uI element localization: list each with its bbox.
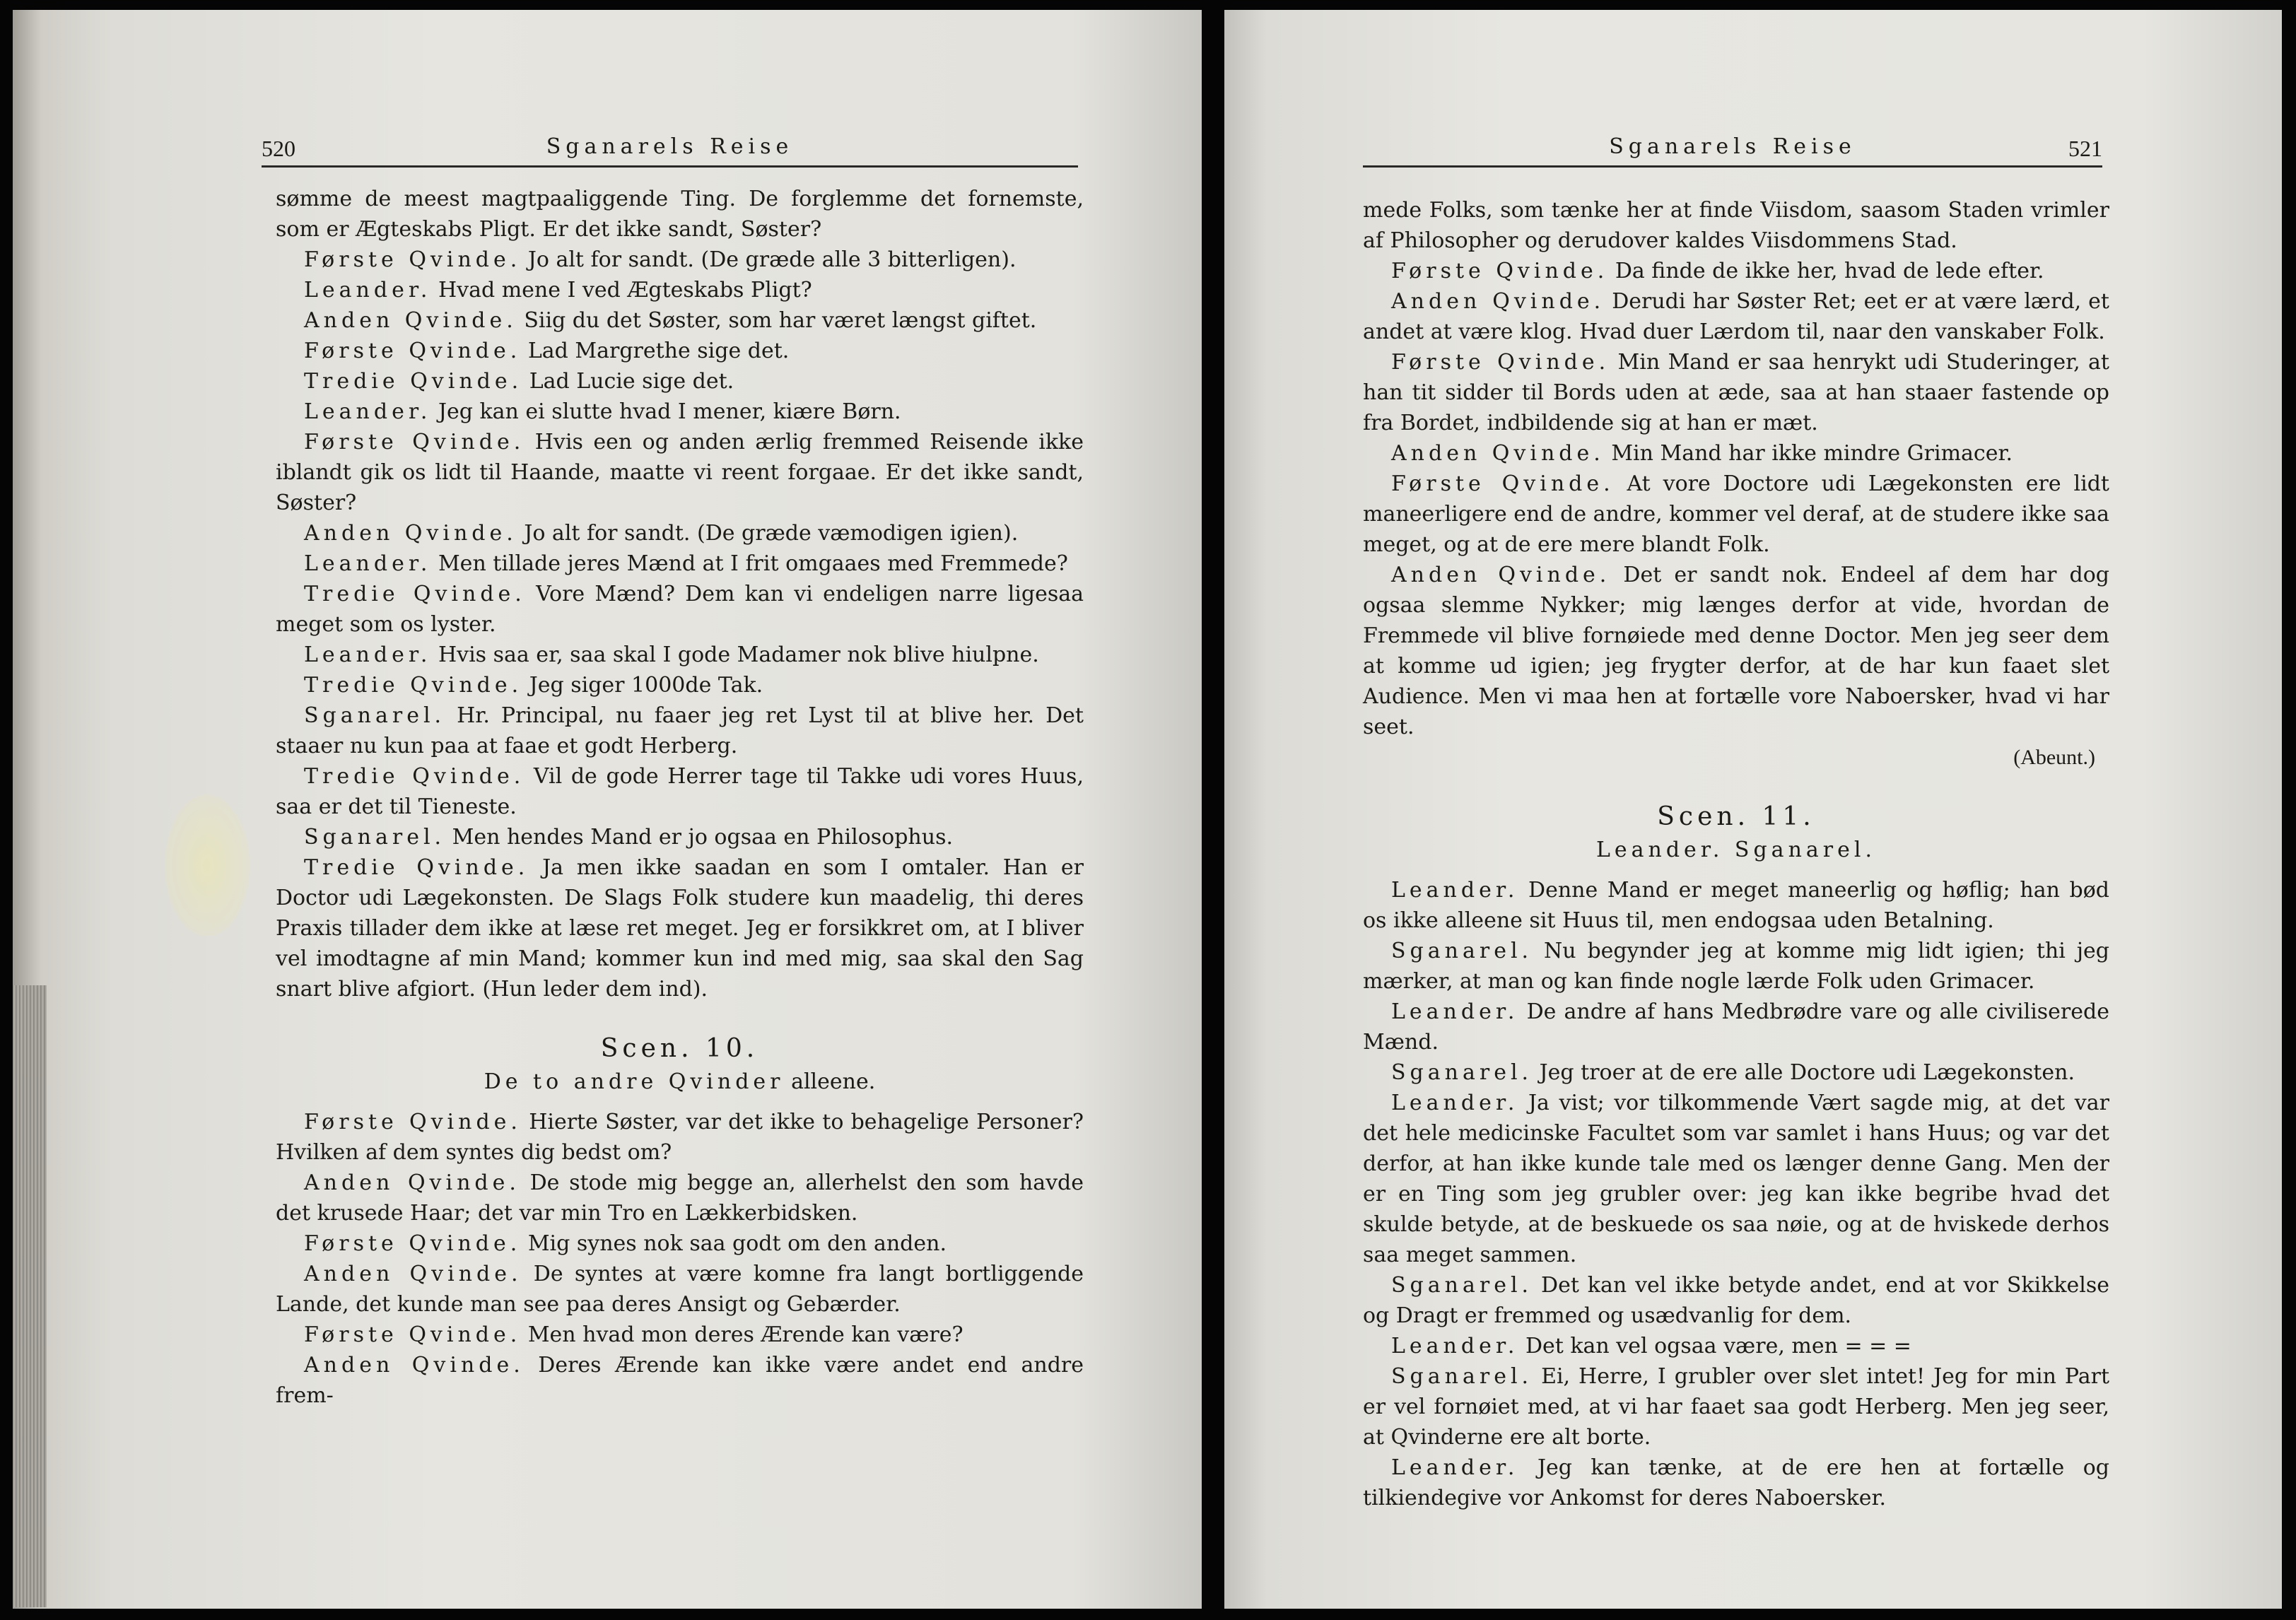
scene-title: Scen. 10. bbox=[600, 1034, 759, 1063]
dialogue-text: Hvis een og anden ærlig fremmed Reisende ikke iblandt gik os lidt til Haande, maatte vi reent forgaae. Er det ikke sandt, Søster? bbox=[276, 430, 1084, 515]
page-edges bbox=[13, 985, 47, 1607]
dialogue-line bbox=[276, 1228, 1084, 1259]
dialogue-text: Det er sandt nok. Endeel af dem har dog ogsaa slemme Nykker; mig længes derfor at vide, hvordan de Fremmede vil blive fornøiede med denne Doctor. Men jeg seer dem at komme ud igien; jeg frygter derfor, at de har kun faaet slet Audience. Men vi maa hen at fortælle vore Naboersker, hvad vi har seet. bbox=[1363, 563, 2109, 739]
speaker-name: Tredie Qvinde. bbox=[304, 369, 523, 394]
speaker-name: Anden Qvinde. bbox=[1391, 289, 1605, 314]
left-dialogue-block-2 bbox=[276, 1107, 1084, 1411]
dialogue-text: Jo alt for sandt. (De græde alle 3 bitterligen). bbox=[527, 247, 1017, 272]
dialogue-line bbox=[276, 761, 1084, 822]
speaker-name: Anden Qvinde. bbox=[304, 1353, 525, 1378]
scene-subtitle bbox=[276, 1067, 1084, 1097]
dialogue-text: Men hendes Mand er jo ogsaa en Philosophus. bbox=[452, 825, 954, 850]
speaker-name: Leander. bbox=[304, 399, 432, 424]
dialogue-line bbox=[1363, 997, 2109, 1057]
dialogue-line bbox=[276, 1350, 1084, 1411]
speaker-name: Første Qvinde. bbox=[304, 339, 522, 363]
scene-characters: Leander. Sganarel. bbox=[1595, 838, 1877, 862]
dialogue-line bbox=[276, 1107, 1084, 1168]
speaker-name: Sganarel. bbox=[304, 825, 446, 850]
dialogue-text: Deres Ærende kan ikke være andet end andre frem- bbox=[276, 1353, 1084, 1408]
dialogue-text: Denne Mand er meget maneerlig og høflig; han bød os ikke alleene sit Huus til, men endogsaa uden Betalning. bbox=[1363, 878, 2109, 933]
dialogue-line bbox=[1363, 560, 2109, 742]
speaker-name: Første Qvinde. bbox=[1391, 471, 1615, 496]
right-dialogue-block-2 bbox=[1363, 875, 2109, 1513]
speaker-name: Sganarel. bbox=[1391, 1273, 1533, 1298]
dialogue-text: Jeg siger 1000de Tak. bbox=[529, 673, 763, 698]
dialogue-text: Lad Lucie sige det. bbox=[529, 369, 734, 394]
speaker-name: Tredie Qvinde. bbox=[304, 673, 523, 698]
speaker-name: Sganarel. bbox=[304, 703, 446, 728]
speaker-name: Sganarel. bbox=[1391, 939, 1533, 963]
speaker-name: Tredie Qvinde. bbox=[304, 764, 525, 789]
dialogue-text: mede Folks, som tænke her at finde Viisdom, saasom Staden vrimler af Philosopher og derudover kaldes Viisdommens Stad. bbox=[1363, 198, 2109, 253]
left-running-header bbox=[262, 130, 1078, 168]
speaker-name: Første Qvinde. bbox=[304, 1322, 522, 1347]
dialogue-line bbox=[276, 852, 1084, 1004]
dialogue-text: Min Mand har ikke mindre Grimacer. bbox=[1611, 441, 2013, 466]
speaker-name: Første Qvinde. bbox=[304, 1231, 522, 1256]
speaker-name: Tredie Qvinde. bbox=[304, 582, 526, 606]
speaker-name: Anden Qvinde. bbox=[1391, 441, 1605, 466]
dialogue-line bbox=[276, 670, 1084, 700]
speaker-name: Leander. bbox=[1391, 1091, 1519, 1115]
dialogue-line bbox=[276, 700, 1084, 761]
page-number: 521 bbox=[2068, 136, 2102, 161]
dialogue-text: Jeg kan ei slutte hvad I mener, kiære Børn. bbox=[438, 399, 901, 424]
dialogue-line bbox=[276, 1168, 1084, 1228]
speaker-name: Anden Qvinde. bbox=[304, 1170, 520, 1195]
dialogue-text: Ei, Herre, I grubler over slet intet! Jeg for min Part er vel fornøiet med, at vi har faaet saa godt Herberg. Men jeg seer, at Qvinderne ere alt borte. bbox=[1363, 1364, 2109, 1450]
dialogue-text: Mig synes nok saa godt om den anden. bbox=[527, 1231, 947, 1256]
dialogue-text: Min Mand er saa henrykt udi Studeringer, at han tit sidder til Bords uden at æde, saa at han staaer fastende op fra Bordet, indbildende sig at han er mæt. bbox=[1363, 350, 2109, 435]
dialogue-line bbox=[1363, 875, 2109, 936]
speaker-name: Leander. bbox=[1391, 999, 1519, 1024]
right-dialogue-block bbox=[1363, 195, 2109, 742]
speaker-name: Tredie Qvinde. bbox=[304, 855, 529, 880]
dialogue-line bbox=[1363, 936, 2109, 997]
running-title: Sganarels Reise bbox=[546, 134, 794, 159]
dialogue-line bbox=[1363, 286, 2109, 347]
dialogue-text: Jeg kan tænke, at de ere hen at fortælle og tilkiendegive vor Ankomst for deres Naboersker. bbox=[1363, 1455, 2109, 1510]
dialogue-line bbox=[276, 548, 1084, 579]
dialogue-line bbox=[276, 640, 1084, 670]
dialogue-line bbox=[276, 366, 1084, 397]
dialogue-line bbox=[1363, 256, 2109, 286]
scene-subtitle-rest: alleene. bbox=[791, 1069, 876, 1094]
speaker-name: Første Qvinde. bbox=[1391, 350, 1610, 375]
dialogue-line bbox=[276, 336, 1084, 366]
speaker-name: Leander. bbox=[1391, 1334, 1519, 1358]
right-page bbox=[1224, 10, 2282, 1609]
dialogue-text: Siig du det Søster, som har været længst giftet. bbox=[524, 308, 1037, 333]
dialogue-text: Derudi har Søster Ret; eet er at være lærd, et andet at være klog. Hvad duer Lærdom til, naar den vanskaber Folk. bbox=[1363, 289, 2109, 344]
dialogue-line bbox=[1363, 1361, 2109, 1452]
dialogue-text: Da finde de ikke her, hvad de lede efter. bbox=[1615, 259, 2044, 283]
dialogue-line bbox=[1363, 1057, 2109, 1088]
dialogue-line bbox=[1363, 1331, 2109, 1361]
scene-title: Scen. 11. bbox=[1657, 802, 1815, 831]
dialogue-line bbox=[1363, 1088, 2109, 1270]
speaker-name: Første Qvinde. bbox=[304, 430, 525, 454]
dialogue-text: sømme de meest magtpaaliggende Ting. De forglemme det fornemste, som er Ægteskabs Pligt. Er det ikke sandt, Søster? bbox=[276, 187, 1084, 242]
dialogue-text: Men hvad mon deres Ærende kan være? bbox=[527, 1322, 964, 1347]
dialogue-line bbox=[1363, 195, 2109, 256]
dialogue-text: Det kan vel ikke betyde andet, end at vor Skikkelse og Dragt er fremmed og usædvanlig for dem. bbox=[1363, 1273, 2109, 1328]
dialogue-line bbox=[1363, 1270, 2109, 1331]
speaker-name: Anden Qvinde. bbox=[304, 521, 517, 546]
dialogue-line bbox=[276, 1259, 1084, 1320]
dialogue-text: Lad Margrethe sige det. bbox=[527, 339, 790, 363]
speaker-name: Første Qvinde. bbox=[304, 1110, 522, 1134]
dialogue-line bbox=[276, 822, 1084, 852]
dialogue-text: Men tillade jeres Mænd at I frit omgaaes med Fremmede? bbox=[438, 551, 1068, 576]
dialogue-text: De syntes at være komne fra langt bortliggende Lande, det kunde man see paa deres Ansigt og Gebærder. bbox=[276, 1262, 1084, 1317]
paper-stain bbox=[165, 794, 250, 936]
page-number: 520 bbox=[262, 136, 295, 161]
dialogue-text: Det kan vel ogsaa være, men = = = bbox=[1525, 1334, 1911, 1358]
dialogue-text: De stode mig begge an, allerhelst den som havde det krusede Haar; det var min Tro en Lækkerbidsken. bbox=[276, 1170, 1084, 1226]
dialogue-text: Vore Mænd? Dem kan vi endeligen narre ligesaa meget som os lyster. bbox=[276, 582, 1084, 637]
speaker-name: Leander. bbox=[304, 278, 432, 303]
dialogue-line bbox=[276, 427, 1084, 518]
dialogue-text: Jeg troer at de ere alle Doctore udi Lægekonsten. bbox=[1539, 1060, 2075, 1085]
dialogue-text: Hr. Principal, nu faaer jeg ret Lyst til at blive her. Det staaer nu kun paa at faae et godt Herberg. bbox=[276, 703, 1084, 758]
dialogue-text: Hvis saa er, saa skal I gode Madamer nok blive hiulpne. bbox=[438, 642, 1039, 667]
speaker-name: Første Qvinde. bbox=[304, 247, 522, 272]
stage-direction: (Abeunt.) bbox=[2013, 746, 2095, 769]
dialogue-line bbox=[276, 579, 1084, 640]
dialogue-text: Jo alt for sandt. (De græde væmodigen igien). bbox=[524, 521, 1019, 546]
running-title: Sganarels Reise bbox=[1609, 134, 1856, 159]
dialogue-line bbox=[276, 245, 1084, 275]
dialogue-line bbox=[276, 518, 1084, 548]
dialogue-line bbox=[1363, 1452, 2109, 1513]
scene-characters: De to andre Qvinder bbox=[484, 1069, 785, 1094]
speaker-name: Anden Qvinde. bbox=[304, 308, 517, 333]
scene-subtitle bbox=[1363, 835, 2109, 865]
dialogue-text: Vil de gode Herrer tage til Takke udi vores Huus, saa er det til Tieneste. bbox=[276, 764, 1084, 819]
dialogue-line bbox=[276, 305, 1084, 336]
dialogue-line bbox=[1363, 438, 2109, 469]
speaker-name: Første Qvinde. bbox=[1391, 259, 1609, 283]
dialogue-text: Hvad mene I ved Ægteskabs Pligt? bbox=[438, 278, 812, 303]
dialogue-text: Ja vist; vor tilkommende Vært sagde mig, at det var det hele medicinske Facultet som var samlet i hans Huus; og var det derfor, at han ikke kunde tale med os længer denne Gang. Men der er en Ting som jeg grubler over: jeg kan ikke begribe hvad det skulde betyde, at de beskuede os saa nøie, og at de hviskede derhos saa meget sammen. bbox=[1363, 1091, 2109, 1267]
dialogue-line bbox=[276, 1320, 1084, 1350]
dialogue-line bbox=[276, 397, 1084, 427]
speaker-name: Anden Qvinde. bbox=[304, 1262, 522, 1286]
speaker-name: Leander. bbox=[1391, 878, 1519, 903]
dialogue-text: Hierte Søster, var det ikke to behagelige Personer? Hvilken af dem syntes dig bedst om? bbox=[276, 1110, 1084, 1165]
dialogue-text: At vore Doctore udi Lægekonsten ere lidt maneerligere end de andre, kommer vel deraf, at de studere ikke saa meget, og at de ere mere blandt Folk. bbox=[1363, 471, 2109, 557]
speaker-name: Leander. bbox=[304, 551, 432, 576]
left-page bbox=[13, 10, 1202, 1609]
left-body-text bbox=[276, 184, 1084, 1411]
dialogue-line bbox=[276, 275, 1084, 305]
left-dialogue-block bbox=[276, 184, 1084, 1004]
speaker-name: Sganarel. bbox=[1391, 1060, 1533, 1085]
speaker-name: Leander. bbox=[1391, 1455, 1519, 1480]
speaker-name: Leander. bbox=[304, 642, 432, 667]
speaker-name: Anden Qvinde. bbox=[1391, 563, 1611, 587]
dialogue-text: Nu begynder jeg at komme mig lidt igien; thi jeg mærker, at man og kan finde nogle lærde Folk uden Grimacer. bbox=[1363, 939, 2109, 994]
dialogue-line bbox=[1363, 347, 2109, 438]
dialogue-line bbox=[276, 184, 1084, 245]
speaker-name: Sganarel. bbox=[1391, 1364, 1533, 1389]
dialogue-line bbox=[1363, 469, 2109, 560]
dialogue-text: Ja men ikke saadan en som I omtaler. Han er Doctor udi Lægekonsten. De Slags Folk studere kun maadelig, thi deres Praxis tillader dem ikke at læse ret meget. Jeg er forsikkret om, at I bliver vel imodtagne af min Mand; kommer kun ind med mig, saa skal den Sag snart blive afgiort. (Hun leder dem ind). bbox=[276, 855, 1084, 1002]
dialogue-text: De andre af hans Medbrødre vare og alle civiliserede Mænd. bbox=[1363, 999, 2109, 1055]
right-running-header bbox=[1363, 130, 2102, 168]
right-body-text bbox=[1363, 195, 2109, 1513]
